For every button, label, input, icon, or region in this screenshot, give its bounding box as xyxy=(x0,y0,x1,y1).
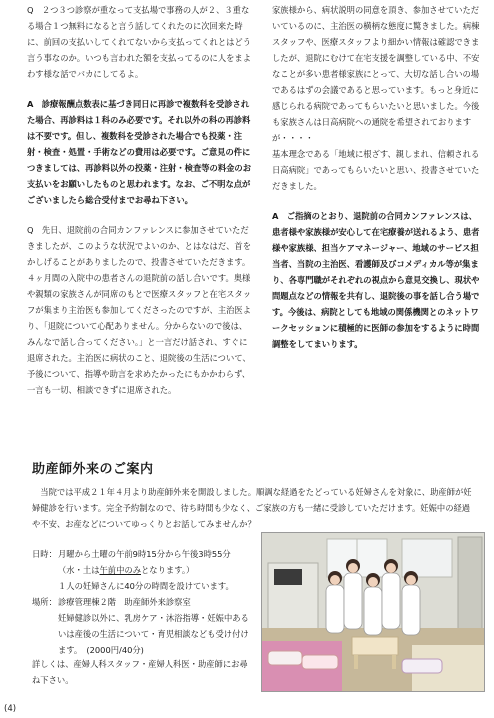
contact-note: 詳しくは、産婦人科スタッフ・産婦人科医・助産師にお尋ね下さい。 xyxy=(32,659,248,685)
qa-right-column xyxy=(272,2,482,352)
schedule-place-row xyxy=(32,594,256,610)
date-note: （水・土は午前中のみとなります。） xyxy=(58,565,195,575)
question-2-continued: 家族様から、病状説明の同意を頂き、参加させていただいているのに、主治医の横柄な態度に驚きました。病棟スタッフや、医療スタッフより細かい情報は確認できましたが、退院にむけて在宅支援を調整している中、不安なことが多い患者様家族にとって、大切な話し合いの場であるはずの会議であると思っています。もっと身近に感じられる病院であってもらいたいと思いました。今後も家族さんは日高病院への通院を希望されておりますが・・・・ 基本理念である「地域に根ざす、親しまれ、信頼される日高病院」であってもらいたいと思い、投書させていただきました。 xyxy=(272,5,480,191)
place-value: 診療管理棟２階 助産師外来診察室 xyxy=(58,597,191,607)
section-intro: 当院では平成２１年４月より助産師外来を開設しました。順調な経過をたどっている妊婦さんを対象に、助産師が妊婦健診を行います。完全予約制なので、待ち時間も少なく、ご家族の方も一緒に受診していただけます。妊娠中の経過や不安、お産などについてゆっくりとお話してみませんか？ xyxy=(32,487,472,529)
question-1: Q ２つ３つ診察が重なって支払場で事務の人が２、３重なる場合１つ無料になると言う話してくれたのに次回来た時に、前回の支払いしてくれてないから支払ってくれとはどう言う事なのか。いつも言われた額を支払ってるのに人をまよわす様な話でバカにしてるよ。 xyxy=(27,5,252,79)
answer-1: A 診療報酬点数表に基づき同日に再診で複数科を受診された場合、再診料は１科のみ必要です。それ以外の科の再診料は不要です。但し、複数科を受診された場合でも投薬・注射・検査・処置・手術などの費用は必要です。ご意見の件につきましては、再診料以外の投薬・注射・検査等の料金のお支払いをお願いしたものと思われます。なお、ご不明な点がございましたら総合受付までお尋ね下さい。 xyxy=(27,99,252,205)
answer-2: A ご指摘のとおり、退院前の合同カンファレンスは、患者様や家族様が安心して在宅療養が送れるよう、患者様や家族様、担当ケアマネージャー、地域のサービス担当者、当院の主治医、看護師及びコメディカル等が集まり、各専門職がそれぞれの視点から意見交換し、現状や問題点などの情報を共有し、退院後の事を話し合う場です。今後は、病院としても地域の関係機関とのネットワークセッションに積極的に医師の参加をするように時間調整をしてまいります。 xyxy=(272,211,480,349)
qa-left-column xyxy=(27,2,252,398)
morning-only-note: 午前中のみ xyxy=(99,565,141,575)
midwife-team-photo xyxy=(261,532,485,692)
schedule-block xyxy=(32,546,256,658)
question-2: Q 先日、退院前の合同カンファレンスに参加させていただきましたが、このような状況でよいのか、とはなはだ、首をかしげることがありましたので、投書させていただきます。４ヶ月間の入院中の患者さんの退院前の話し合いです。奥様や親類の家族さんが同席のもとで医療スタッフと在宅スタッフが集まり主治医も参加してくださったのですが、主治医より、「退院について心配ありません。分からないので後は、みんなで話し合ってください。」と一言だけ話され、すぐに退席された。主治医に病状のこと、退院後の生活について、予後について、指導や助言を求めたかったにもかかわらず、一言も一切、相談できずに退席された。 xyxy=(27,225,252,395)
date-value: 月曜から土曜の午前9時15分から午後3時55分 xyxy=(58,549,231,559)
date-label: 日時： xyxy=(32,549,57,559)
schedule-date-row xyxy=(32,546,256,562)
place-description: 妊婦健診以外に、乳房ケア・沐浴指導・妊娠中あるいは産後の生活について・育児相談なども受け付けます。 (2000円/40分) xyxy=(58,613,249,655)
photo-illustration xyxy=(262,533,484,691)
page-number: (4) xyxy=(4,704,17,714)
place-label: 場所： xyxy=(32,597,57,607)
section-title: 助産師外来のご案内 xyxy=(32,462,154,477)
time-note: １人の妊婦さんに40分の時間を設けています。 xyxy=(58,581,234,591)
